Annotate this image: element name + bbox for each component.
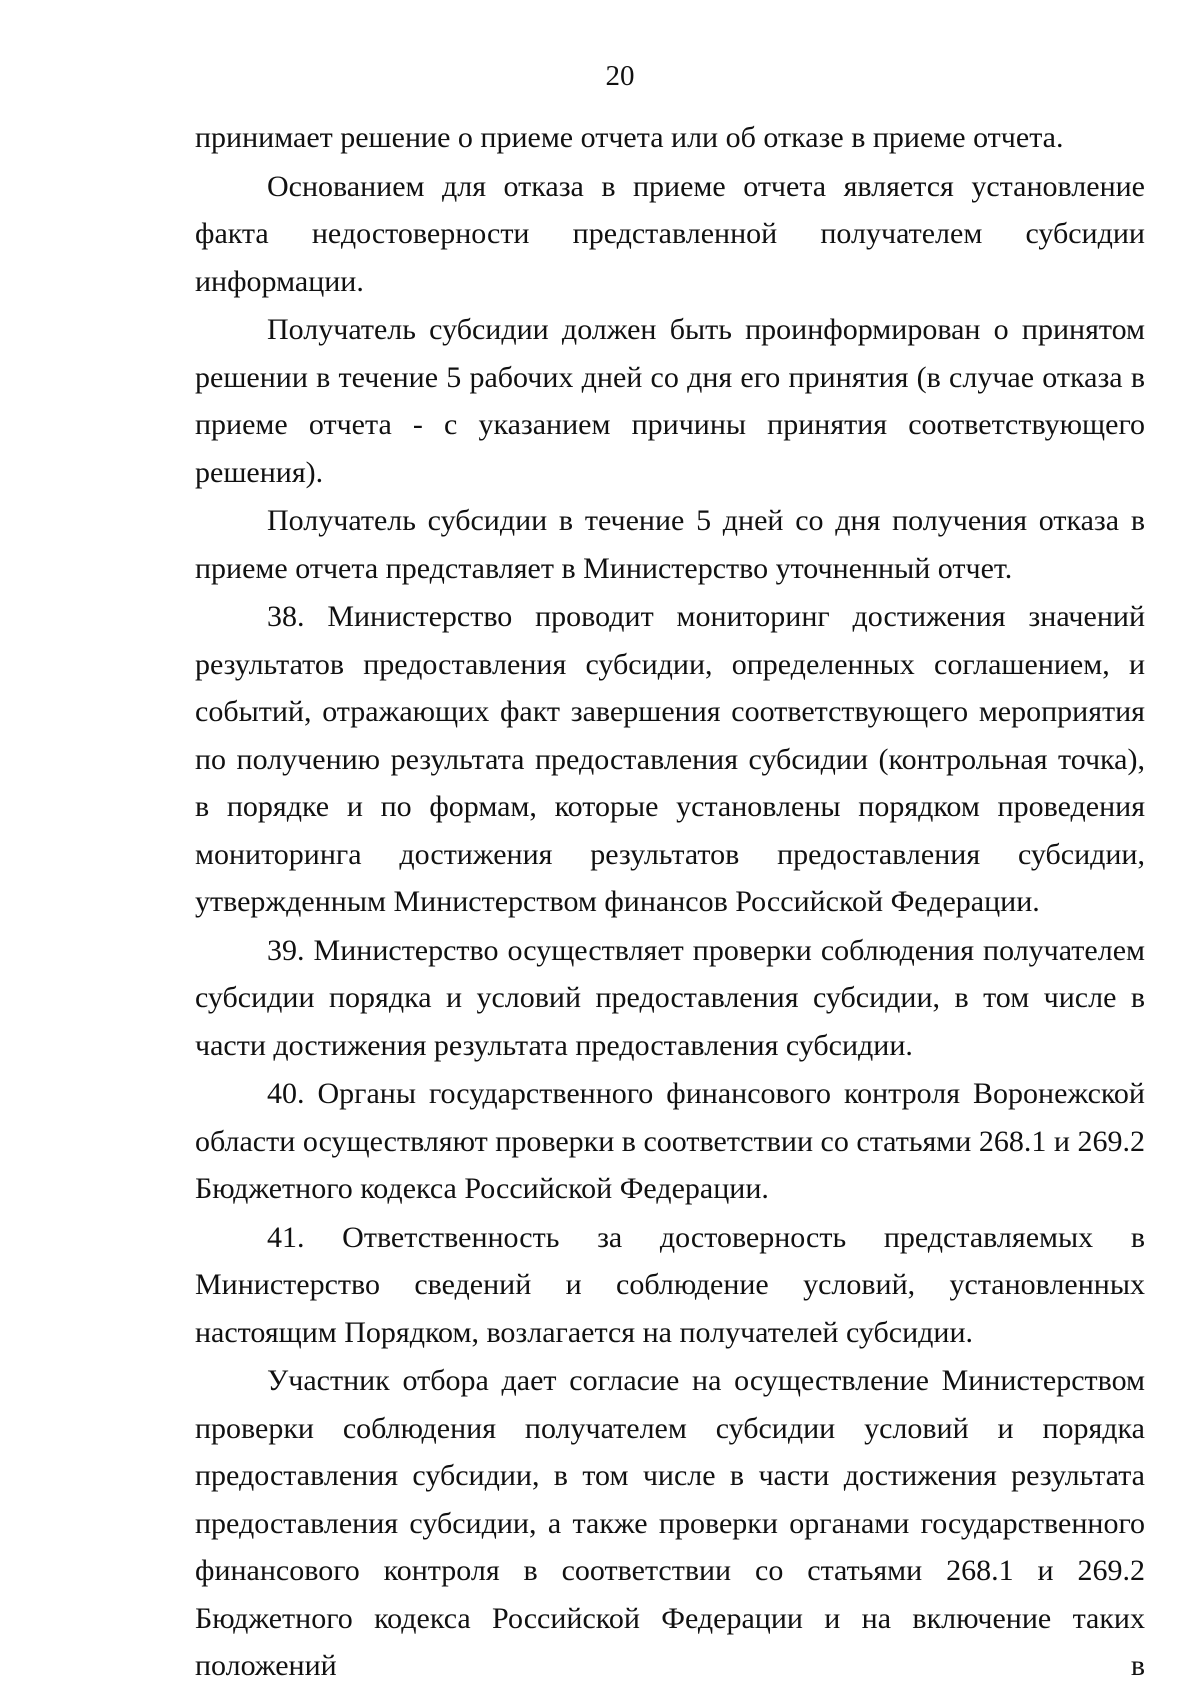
paragraph-refusal-basis: Основанием для отказа в приеме отчета является установление факта недостоверности представленной получателем субсидии информации.	[195, 169, 1145, 298]
document-body	[195, 114, 1145, 1691]
paragraph-38: 38. Министерство проводит мониторинг достижения значений результатов предоставления субсидии, определенных соглашением, и событий, отражающих факт завершения соответствующего мероприятия по получению результата предоставления субсидии (контрольная точка), в порядке и по формам, которые установлены порядком проведения мониторинга достижения результатов предоставления субсидии, утвержденным Министерством финансов Российской Федерации.	[195, 600, 1145, 918]
paragraph-40: 40. Органы государственного финансового контроля Воронежской области осуществляют проверки в соответствии со статьями 268.1 и 269.2 Бюджетного кодекса Российской Федерации.	[195, 1077, 1145, 1205]
page-number: 20	[605, 60, 635, 92]
paragraph-39: 39. Министерство осуществляет проверки соблюдения получателем субсидии порядка и условий предоставления субсидии, в том числе в части достижения результата предоставления субсидии.	[195, 933, 1145, 1062]
paragraph-41: 41. Ответственность за достоверность представляемых в Министерство сведений и соблюдение условий, установленных настоящим Порядком, возлагается на получателей субсидии.	[195, 1220, 1145, 1349]
paragraph-consent: Участник отбора дает согласие на осуществление Министерством проверки соблюдения получателем субсидии условий и порядка предоставления субсидии, в том числе в части достижения результата предоставления субсидии, а также проверки органами государственного финансового контроля в соответствии со статьями 268.1 и 269.2 Бюджетного кодекса Российской Федерации и на включение таких положений в	[195, 1364, 1145, 1682]
paragraph-continuation: принимает решение о приеме отчета или об отказе в приеме отчета.	[195, 121, 1064, 154]
paragraph-notification: Получатель субсидии должен быть проинформирован о принятом решении в течение 5 рабочих дней со дня его принятия (в случае отказа в приеме отчета - с указанием причины принятия соответствующего решения).	[195, 313, 1145, 489]
paragraph-refined-report: Получатель субсидии в течение 5 дней со дня получения отказа в приеме отчета представляет в Министерство уточненный отчет.	[195, 504, 1145, 585]
